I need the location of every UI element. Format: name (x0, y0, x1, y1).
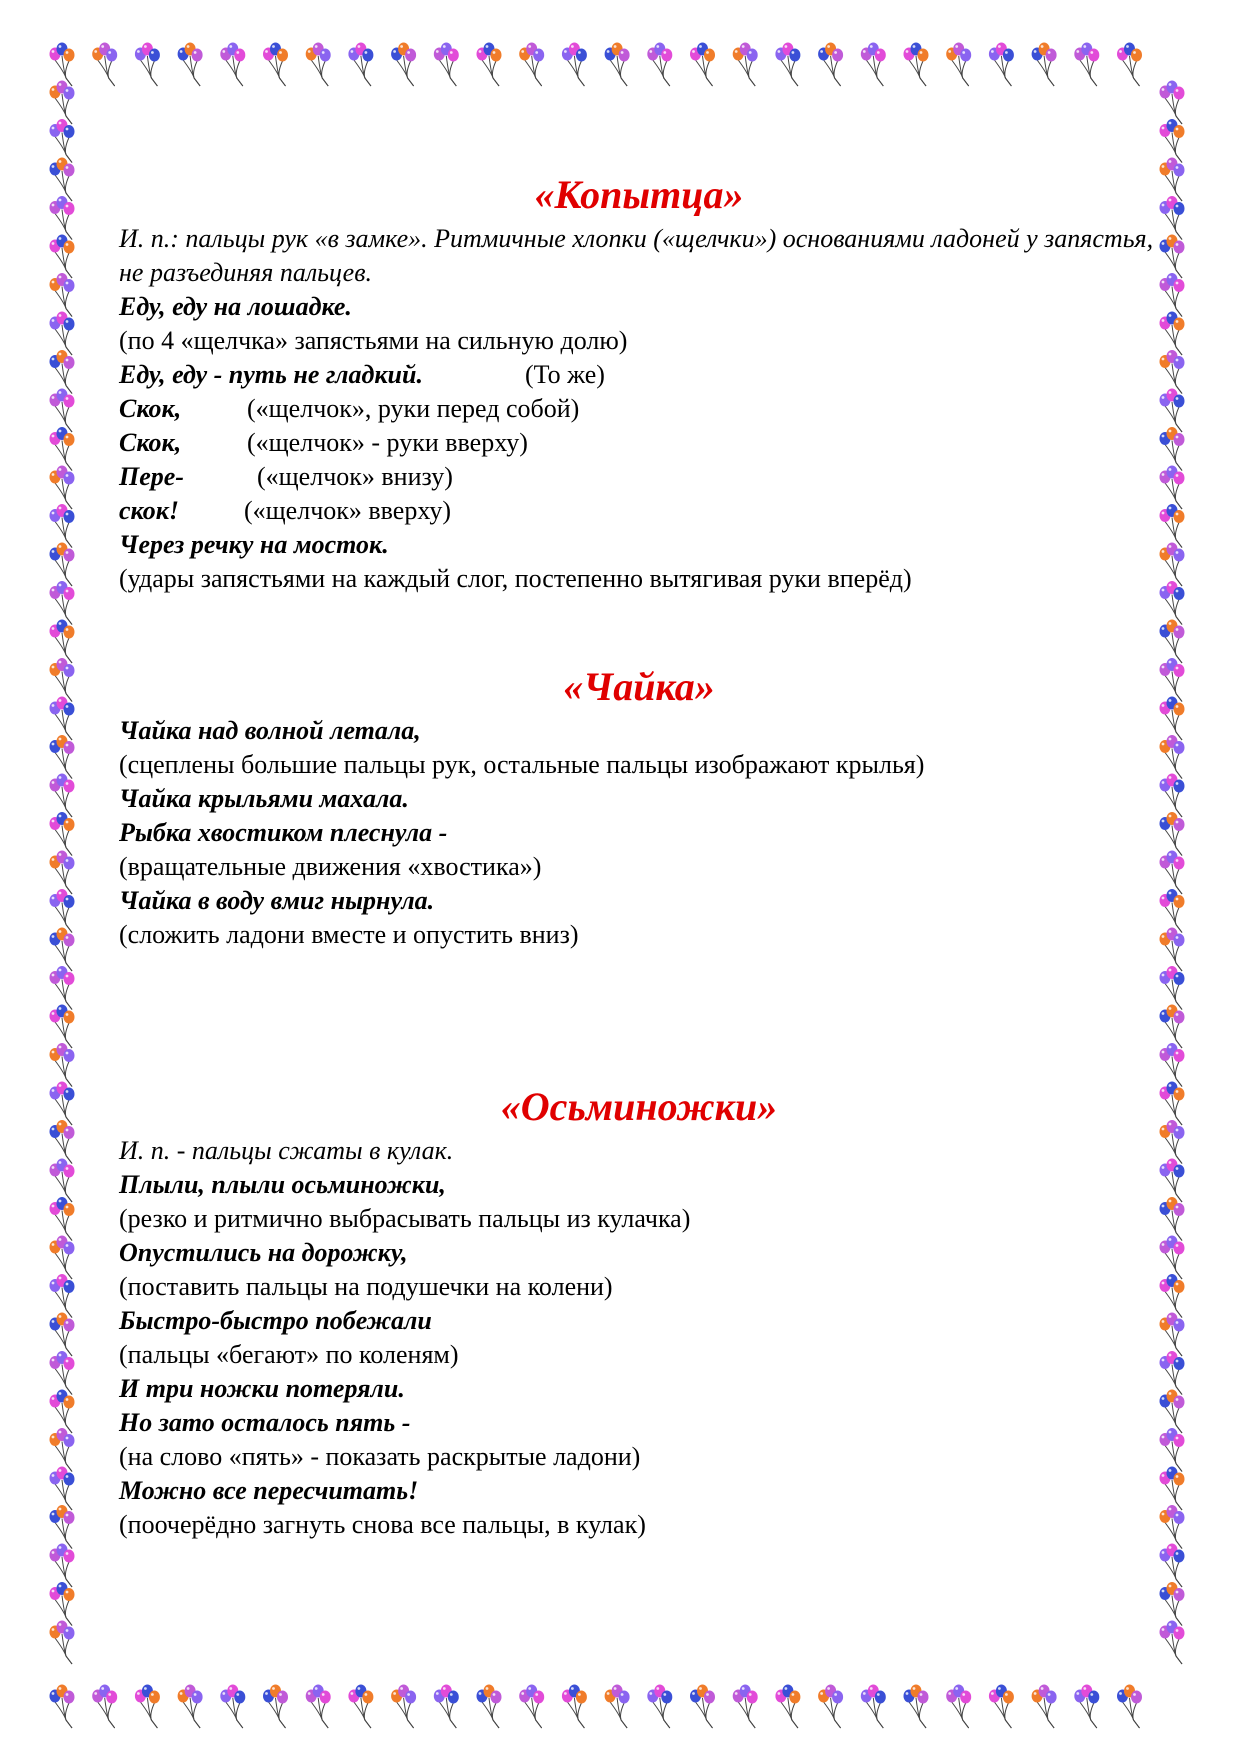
balloon-bunch-icon (1160, 312, 1185, 356)
balloon-bunch-icon (50, 1313, 75, 1357)
balloon-bunch-icon (818, 1685, 843, 1729)
balloon-bunch-icon (50, 658, 75, 702)
balloon-bunch-icon (1117, 1685, 1142, 1729)
verse-note-pair (119, 358, 1159, 392)
section-chaika (119, 664, 1159, 952)
note-line: (сложить ладони вместе и опустить вниз) (119, 920, 579, 949)
balloon-bunch-icon (946, 43, 971, 87)
verse-text: Еду, еду - путь не гладкий. (119, 360, 423, 389)
balloon-bunch-icon (391, 43, 416, 87)
balloon-bunch-icon (904, 43, 929, 87)
balloon-bunch-icon (1160, 273, 1185, 317)
balloon-bunch-icon (1032, 1685, 1057, 1729)
balloon-bunch-icon (1160, 1159, 1185, 1203)
balloon-bunch-icon (348, 1685, 373, 1729)
verse-line: Но зато осталось пять - (119, 1408, 411, 1437)
verse-note-pair (119, 426, 1159, 460)
balloon-bunch-icon (1160, 389, 1185, 433)
balloon-bunch-icon (50, 1582, 75, 1626)
verse-note-pair (119, 460, 1159, 494)
verse-text: Скок, (119, 428, 182, 457)
note-text: («щелчок», руки перед собой) (247, 394, 580, 423)
note-line: (по 4 «щелчка» запястьями на сильную долю) (119, 326, 628, 355)
balloon-bunch-icon (647, 1685, 672, 1729)
verse-note-pair (119, 494, 1159, 528)
balloon-bunch-icon (1160, 1313, 1185, 1357)
balloon-bunch-icon (50, 620, 75, 664)
balloon-bunch-icon (904, 1685, 929, 1729)
note-text: («щелчок» вверху) (244, 496, 452, 525)
balloon-bunch-icon (50, 427, 75, 471)
balloon-bunch-icon (50, 1351, 75, 1395)
note-line: (пальцы «бегают» по коленям) (119, 1340, 459, 1369)
balloon-bunch-icon (1074, 1685, 1099, 1729)
balloon-bunch-icon (50, 350, 75, 394)
balloon-bunch-icon (861, 43, 886, 87)
balloon-bunch-icon (391, 1685, 416, 1729)
balloon-bunch-icon (178, 43, 203, 87)
verse-line: Еду, еду на лошадке. (119, 292, 352, 321)
balloon-bunch-icon (1160, 774, 1185, 818)
balloon-bunch-icon (562, 1685, 587, 1729)
verse-text: Скок, (119, 394, 182, 423)
balloon-bunch-icon (1160, 1582, 1185, 1626)
note-line: (поставить пальцы на подушечки на колени) (119, 1272, 613, 1301)
balloon-bunch-icon (1160, 1197, 1185, 1241)
balloon-bunch-icon (562, 43, 587, 87)
balloon-bunch-icon (50, 312, 75, 356)
section-intro: И. п. - пальцы сжаты в кулак. (119, 1136, 454, 1165)
balloon-bunch-icon (50, 235, 75, 279)
balloon-bunch-icon (1160, 466, 1185, 510)
balloon-bunch-icon (434, 43, 459, 87)
balloon-bunch-icon (1160, 1043, 1185, 1087)
balloon-bunch-icon (263, 43, 288, 87)
balloon-bunch-icon (50, 81, 75, 125)
note-text: («щелчок» - руки вверху) (247, 428, 528, 457)
note-line: (вращательные движения «хвостика») (119, 852, 542, 881)
balloon-bunch-icon (220, 1685, 245, 1729)
balloon-bunch-icon (1160, 1467, 1185, 1511)
balloon-bunch-icon (92, 1685, 117, 1729)
balloon-bunch-icon (519, 43, 544, 87)
balloon-bunch-icon (50, 697, 75, 741)
balloon-bunch-icon (50, 543, 75, 587)
note-line: (поочерёдно загнуть снова все пальцы, в кулак) (119, 1510, 646, 1539)
balloon-bunch-icon (178, 1685, 203, 1729)
balloon-bunch-icon (605, 43, 630, 87)
balloon-bunch-icon (50, 889, 75, 933)
note-text: (То же) (525, 360, 605, 389)
balloon-bunch-icon (861, 1685, 886, 1729)
balloon-bunch-icon (220, 43, 245, 87)
balloon-bunch-icon (348, 43, 373, 87)
balloon-bunch-icon (50, 851, 75, 895)
section-title: «Копытца» (534, 172, 744, 217)
balloon-bunch-icon (50, 1467, 75, 1511)
balloon-bunch-icon (306, 1685, 331, 1729)
balloon-bunch-icon (519, 1685, 544, 1729)
balloon-bunch-icon (1160, 543, 1185, 587)
note-text: («щелчок» внизу) (257, 462, 453, 491)
balloon-bunch-icon (733, 1685, 758, 1729)
balloon-bunch-icon (50, 389, 75, 433)
balloon-bunch-icon (50, 1043, 75, 1087)
verse-line: Чайка в воду вмиг нырнула. (119, 886, 435, 915)
balloon-bunch-icon (50, 466, 75, 510)
section-title: «Чайка» (563, 664, 715, 709)
verse-line: Чайка крыльями махала. (119, 784, 409, 813)
balloon-bunch-icon (989, 1685, 1014, 1729)
section-intro: И. п.: пальцы рук «в замке». Ритмичные хлопки («щелчки») основаниями ладоней у запястья, не разъединяя пальцев. (119, 224, 1154, 287)
verse-line: И три ножки потеряли. (119, 1374, 405, 1403)
balloon-bunch-icon (50, 196, 75, 240)
verse-line: Чайка над волной летала, (119, 716, 421, 745)
balloon-bunch-icon (50, 1685, 75, 1729)
note-line: (сцеплены большие пальцы рук, остальные пальцы изображают крылья) (119, 750, 925, 779)
balloon-bunch-icon (1160, 158, 1185, 202)
balloon-bunch-icon (1160, 697, 1185, 741)
balloon-bunch-icon (50, 1005, 75, 1049)
balloon-bunch-icon (1160, 1390, 1185, 1434)
balloon-bunch-icon (50, 1120, 75, 1164)
verse-line: Опустились на дорожку, (119, 1238, 408, 1267)
balloon-bunch-icon (263, 1685, 288, 1729)
verse-note-pair (119, 392, 1159, 426)
balloon-bunch-icon (1160, 1236, 1185, 1280)
balloon-bunch-icon (50, 1544, 75, 1588)
section-title: «Осьминожки» (500, 1084, 778, 1129)
balloon-bunch-icon (50, 43, 75, 87)
balloon-bunch-icon (1160, 658, 1185, 702)
note-line: (на слово «пять» - показать раскрытые ладони) (119, 1442, 641, 1471)
balloon-bunch-icon (775, 43, 800, 87)
balloon-bunch-icon (50, 1274, 75, 1318)
balloon-bunch-icon (946, 1685, 971, 1729)
balloon-bunch-icon (647, 43, 672, 87)
balloon-bunch-icon (1160, 1621, 1185, 1665)
balloon-bunch-icon (1160, 350, 1185, 394)
balloon-bunch-icon (50, 119, 75, 163)
balloon-bunch-icon (1160, 812, 1185, 856)
balloon-bunch-icon (605, 1685, 630, 1729)
balloon-bunch-icon (1160, 196, 1185, 240)
balloon-bunch-icon (1032, 43, 1057, 87)
balloon-bunch-icon (1160, 735, 1185, 779)
balloon-bunch-icon (1160, 851, 1185, 895)
balloon-bunch-icon (1074, 43, 1099, 87)
balloon-bunch-icon (1160, 928, 1185, 972)
note-line: (удары запястьями на каждый слог, постепенно вытягивая руки вперёд) (119, 564, 912, 593)
balloon-bunch-icon (1160, 119, 1185, 163)
balloon-bunch-icon (690, 43, 715, 87)
balloon-bunch-icon (50, 1621, 75, 1665)
balloon-bunch-icon (50, 158, 75, 202)
balloon-bunch-icon (1160, 581, 1185, 625)
balloon-bunch-icon (1160, 427, 1185, 471)
balloon-bunch-icon (1160, 620, 1185, 664)
balloon-bunch-icon (50, 1428, 75, 1472)
balloon-bunch-icon (1160, 1428, 1185, 1472)
balloon-bunch-icon (434, 1685, 459, 1729)
balloon-bunch-icon (50, 812, 75, 856)
balloon-bunch-icon (989, 43, 1014, 87)
balloon-bunch-icon (50, 928, 75, 972)
balloon-bunch-icon (1160, 1120, 1185, 1164)
verse-line: Через речку на мосток. (119, 530, 389, 559)
balloon-bunch-icon (50, 1236, 75, 1280)
balloon-bunch-icon (306, 43, 331, 87)
verse-line: Можно все пересчитать! (119, 1476, 419, 1505)
balloon-bunch-icon (1160, 1351, 1185, 1395)
balloon-bunch-icon (477, 43, 502, 87)
balloon-bunch-icon (50, 1159, 75, 1203)
balloon-bunch-icon (690, 1685, 715, 1729)
balloon-bunch-icon (1160, 504, 1185, 548)
balloon-bunch-icon (50, 774, 75, 818)
balloon-bunch-icon (1160, 966, 1185, 1010)
balloon-bunch-icon (50, 1197, 75, 1241)
balloon-bunch-icon (50, 273, 75, 317)
verse-line: Быстро-быстро побежали (119, 1306, 432, 1335)
balloon-bunch-icon (50, 581, 75, 625)
balloon-bunch-icon (1117, 43, 1142, 87)
note-line: (резко и ритмично выбрасывать пальцы из кулачка) (119, 1204, 691, 1233)
balloon-bunch-icon (50, 1390, 75, 1434)
verse-text: скок! (119, 496, 180, 525)
balloon-bunch-icon (1160, 81, 1185, 125)
balloon-bunch-icon (50, 1505, 75, 1549)
balloon-bunch-icon (1160, 1082, 1185, 1126)
balloon-bunch-icon (477, 1685, 502, 1729)
balloon-bunch-icon (135, 1685, 160, 1729)
balloon-bunch-icon (818, 43, 843, 87)
balloon-bunch-icon (1160, 1005, 1185, 1049)
balloon-bunch-icon (92, 43, 117, 87)
balloon-bunch-icon (50, 735, 75, 779)
balloon-bunch-icon (1160, 1274, 1185, 1318)
section-osminozhki (119, 1084, 1159, 1542)
balloon-bunch-icon (50, 1082, 75, 1126)
section-kopyttsa (119, 172, 1159, 596)
balloon-bunch-icon (1160, 889, 1185, 933)
balloon-bunch-icon (1160, 1544, 1185, 1588)
balloon-bunch-icon (50, 966, 75, 1010)
balloon-bunch-icon (1160, 1505, 1185, 1549)
balloon-bunch-icon (733, 43, 758, 87)
balloon-bunch-icon (50, 504, 75, 548)
balloon-bunch-icon (135, 43, 160, 87)
balloon-bunch-icon (775, 1685, 800, 1729)
verse-line: Плыли, плыли осьминожки, (119, 1170, 446, 1199)
verse-text: Пере- (119, 462, 184, 491)
verse-line: Рыбка хвостиком плеснула - (119, 818, 448, 847)
balloon-bunch-icon (1160, 235, 1185, 279)
